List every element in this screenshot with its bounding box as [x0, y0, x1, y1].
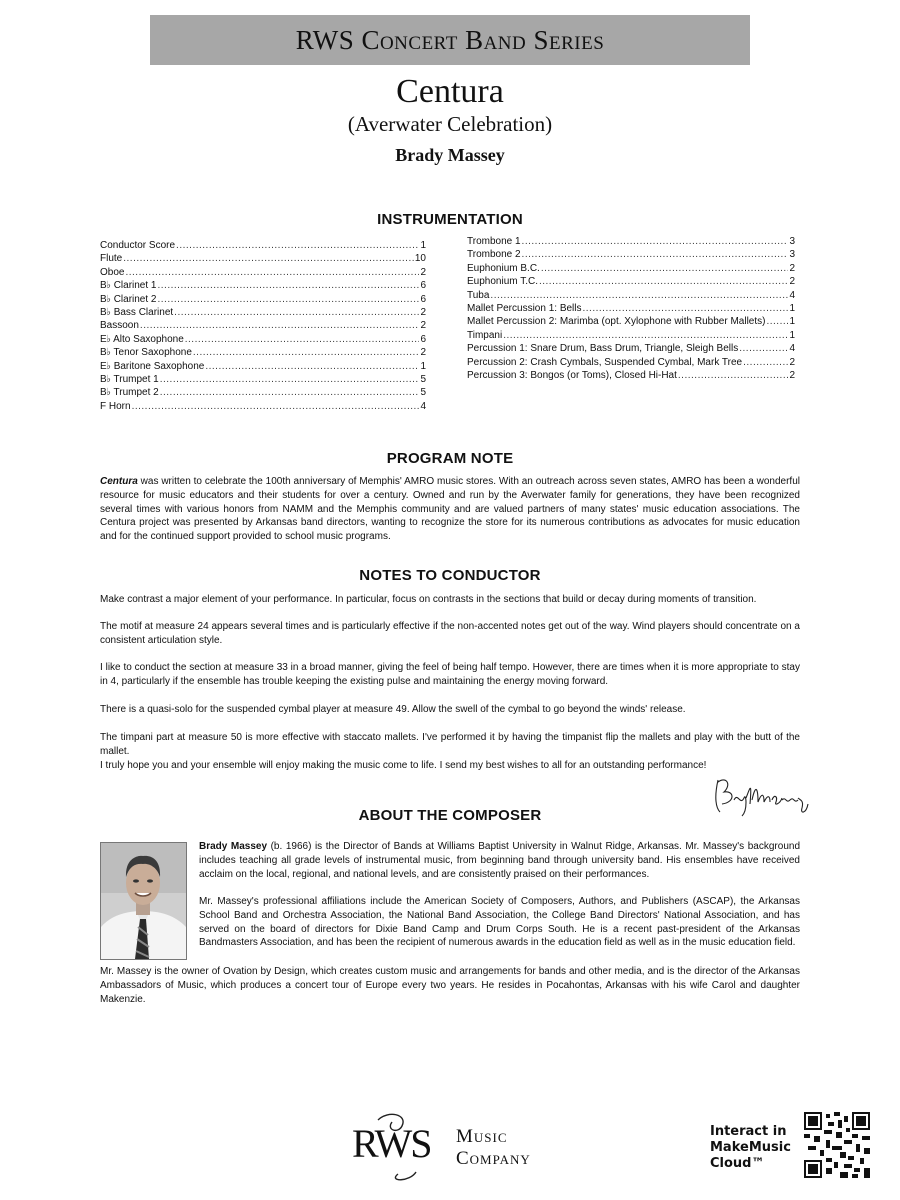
instrument-name: Timpani — [467, 329, 503, 341]
conductor-note-paragraph: There is a quasi-solo for the suspended cymbal player at measure 49. Allow the swell of the cymbal to go beyond the winds' release. — [100, 704, 686, 715]
instrument-row — [467, 248, 795, 261]
dot-leader — [678, 369, 789, 382]
instrument-part-count: 2 — [420, 320, 426, 332]
instrumentation-heading: INSTRUMENTATION — [377, 211, 523, 228]
dot-leader — [185, 333, 420, 346]
instrument-row — [100, 279, 426, 292]
instrument-name: Flute — [100, 253, 123, 265]
composer-bio-paragraph-1 — [199, 840, 800, 881]
instrument-part-count: 2 — [789, 369, 795, 381]
dot-leader — [522, 248, 789, 261]
instrument-row — [467, 315, 795, 328]
instrument-row — [100, 360, 426, 373]
instrument-name: B♭ Clarinet 2 — [100, 293, 157, 305]
instrument-name: Trombone 1 — [467, 236, 521, 247]
logo-mark: RWS — [352, 1121, 431, 1166]
instrument-row — [467, 235, 795, 248]
instrument-row — [100, 293, 426, 306]
instrument-part-count: 4 — [789, 343, 795, 355]
instrument-row — [100, 400, 426, 413]
instrument-part-count: 6 — [420, 333, 426, 345]
instrument-name: B♭ Trumpet 1 — [100, 373, 159, 385]
composer-photo — [100, 842, 187, 960]
interact-line-2: MakeMusic — [710, 1140, 791, 1155]
instrument-row — [100, 386, 426, 399]
composer-bio-p1-text: (b. 1966) is the Director of Bands at Williams Baptist University in Walnut Ridge, Arkansas. Mr. Massey's background includes teaching all grade levels of instrumental music, from beginning band through university band. His ensembles have received acclaim on the local, regional, and national levels, and are consistently praised on their performances. — [199, 841, 801, 880]
instrument-name: Mallet Percussion 1: Bells — [467, 302, 582, 314]
dot-leader — [125, 266, 419, 279]
dot-leader — [766, 315, 788, 328]
interact-line-1: Interact in — [710, 1124, 787, 1139]
instrument-part-count: 5 — [420, 387, 426, 399]
dot-leader — [176, 239, 419, 252]
program-note-title-word: Centura — [100, 476, 138, 487]
piece-subtitle: (Averwater Celebration) — [347, 112, 553, 136]
about-composer-heading: ABOUT THE COMPOSER — [358, 807, 542, 824]
instrument-part-count: 1 — [789, 316, 795, 328]
instrument-part-count: 5 — [420, 373, 426, 385]
dot-leader — [174, 306, 419, 319]
instrument-part-count: 3 — [789, 249, 795, 261]
instrument-row — [467, 356, 795, 369]
conductor-note-paragraph: I truly hope you and your ensemble will enjoy making the music come to life. I send my best wishes to all for an outstanding performance! — [100, 760, 707, 771]
dot-leader — [132, 400, 420, 413]
instrument-name: Percussion 2: Crash Cymbals, Suspended Cymbal, Mark Tree — [467, 356, 743, 368]
dot-leader — [583, 302, 789, 315]
instrument-part-count: 1 — [420, 360, 426, 372]
instrument-part-count: 6 — [420, 280, 426, 292]
instrument-part-count: 6 — [420, 293, 426, 305]
composer-bio-paragraph-2: Mr. Massey's professional affiliations include the American Society of Composers, Authors, and Publishers (ASCAP), the Arkansas School Band and Orchestra Association, the National Band Association, the College Band Directors' National Association, and has served on the board of directors for Dixie Band Camp and Drum Corps South. He is a recent past-president of the Arkansas Bandmasters Association, and has been the recipient of numerous awards in the education field as well as in the music education field. — [199, 896, 800, 949]
instrument-row — [100, 266, 426, 279]
dot-leader — [193, 346, 420, 359]
instrument-part-count: 1 — [789, 302, 795, 314]
instrument-part-count: 1 — [420, 240, 426, 251]
instrument-part-count: 1 — [789, 329, 795, 341]
rws-music-company-logo — [352, 1112, 552, 1182]
dot-leader — [739, 342, 788, 355]
conductor-note-paragraph: The timpani part at measure 50 is more effective with staccato mallets. I've performed it by having the timpanist flip the mallets and play with the butt of the mallet. — [100, 732, 800, 757]
logo-word-company: Company — [456, 1148, 531, 1169]
instrument-name: B♭ Tenor Saxophone — [100, 347, 192, 359]
composer-name: Brady Massey — [395, 145, 505, 165]
piece-title: Centura — [396, 73, 504, 110]
instrument-name: F Horn — [100, 400, 131, 412]
instrumentation-list-right — [467, 235, 795, 382]
program-note-text — [100, 475, 800, 544]
instrument-part-count: 2 — [420, 266, 426, 278]
series-banner — [150, 15, 750, 65]
dot-leader — [158, 293, 420, 306]
instrument-row — [467, 275, 795, 288]
instrument-name: Percussion 3: Bongos (or Toms), Closed Hi-Hat — [467, 369, 677, 381]
instrument-name: E♭ Alto Saxophone — [100, 333, 184, 345]
composer-bio-name: Brady Massey — [199, 841, 268, 852]
dot-leader — [205, 360, 419, 373]
logo-word-music: Music — [456, 1126, 508, 1147]
conductor-note-paragraph: Make contrast a major element of your performance. In particular, focus on contrasts in the sections that build or decay during moments of transition. — [100, 594, 757, 605]
instrument-part-count: 2 — [789, 276, 795, 288]
dot-leader — [160, 373, 420, 386]
instrument-row — [467, 262, 795, 275]
instrument-name: B♭ Trumpet 2 — [100, 387, 159, 399]
instrument-part-count: 2 — [789, 356, 795, 368]
instrument-name: E♭ Baritone Saxophone — [100, 360, 205, 372]
conductor-note-paragraph: The motif at measure 24 appears several times and is particularly effective if the non-accented notes get out of the way. Wind players should concentrate on a consistent articulation style. — [100, 621, 800, 646]
instrument-name: Trombone 2 — [467, 249, 521, 261]
dot-leader — [539, 275, 788, 288]
dot-leader — [522, 235, 789, 248]
instrument-name: Conductor Score — [100, 240, 176, 251]
conductor-notes-heading: NOTES TO CONDUCTOR — [359, 567, 541, 584]
instrument-name: Bassoon — [100, 320, 139, 332]
instrument-row — [467, 369, 795, 382]
instrument-row — [100, 346, 426, 359]
instrument-part-count: 4 — [789, 289, 795, 301]
instrument-part-count: 2 — [420, 347, 426, 359]
dot-leader — [158, 279, 420, 292]
instrument-row — [100, 252, 426, 265]
dot-leader — [541, 262, 789, 275]
program-note-heading: PROGRAM NOTE — [386, 450, 514, 467]
instrument-part-count: 2 — [420, 306, 426, 318]
instrument-part-count: 3 — [789, 236, 795, 247]
instrument-name: B♭ Bass Clarinet — [100, 306, 174, 318]
makemusic-cloud-callout[interactable] — [710, 1124, 800, 1172]
dot-leader — [490, 289, 788, 302]
instrument-row — [100, 333, 426, 346]
instrument-name: Euphonium B.C. — [467, 262, 540, 274]
instrument-row — [467, 342, 795, 355]
instrument-name: Mallet Percussion 2: Marimba (opt. Xylophone with Rubber Mallets) — [467, 316, 766, 328]
composer-bio-paragraph-3: Mr. Massey is the owner of Ovation by Design, which creates custom music and arrangements for bands and other media, and is the director of the Arkansas Ambassadors of Music, which produces a concert tour of Europe every two years. He resides in Pocahontas, Arkansas with his wife Carol and daughter Makenzie. — [100, 966, 800, 1005]
instrument-name: B♭ Clarinet 1 — [100, 280, 157, 292]
dot-leader — [743, 356, 788, 369]
instrument-row — [100, 239, 426, 252]
interact-line-3: Cloud™ — [710, 1156, 765, 1171]
logo-words — [456, 1126, 531, 1170]
dot-leader — [503, 329, 788, 342]
instrument-row — [467, 289, 795, 302]
dot-leader — [160, 386, 420, 399]
instrument-row — [100, 306, 426, 319]
dot-leader — [123, 252, 414, 265]
instrument-name: Euphonium T.C. — [467, 276, 538, 288]
instrument-part-count: 10 — [414, 253, 426, 265]
instrument-name: Tuba — [467, 289, 490, 301]
instrument-row — [467, 302, 795, 315]
instrument-row — [100, 373, 426, 386]
dot-leader — [140, 319, 420, 332]
instrument-part-count: 4 — [420, 400, 426, 412]
conductor-note-paragraph: I like to conduct the section at measure 33 in a broad manner, giving the feel of being half tempo. However, there are times when it is more appropriate to stay in 4, particularly if the ensemble has trouble keeping the existing pulse and maintaining the energy moving forward. — [100, 662, 800, 687]
instrument-row — [467, 329, 795, 342]
instrument-name: Percussion 1: Snare Drum, Bass Drum, Triangle, Sleigh Bells — [467, 343, 739, 355]
instrument-row — [100, 319, 426, 332]
instrument-part-count: 2 — [789, 262, 795, 274]
instrumentation-list-left — [100, 239, 426, 413]
series-title: RWS Concert Band Series — [295, 24, 605, 55]
program-note-body: was written to celebrate the 100th anniversary of Memphis' AMRO music stores. With an outreach across seven states, AMRO has been a wonderful resource for music educators and their students for over a century. Owned and run by the Averwater family for generations, they have been recognized several times with various honors from NAMM and the Memphis community and are valued partners of many states' music education associations. The Centura project was presented by Arkansas band directors, wanting to recognize the store for its numerous contributions as advocates for music education and for the continued support provided to school music programs. — [100, 476, 800, 543]
instrument-name: Oboe — [100, 266, 125, 278]
qr-code[interactable] — [804, 1112, 870, 1178]
